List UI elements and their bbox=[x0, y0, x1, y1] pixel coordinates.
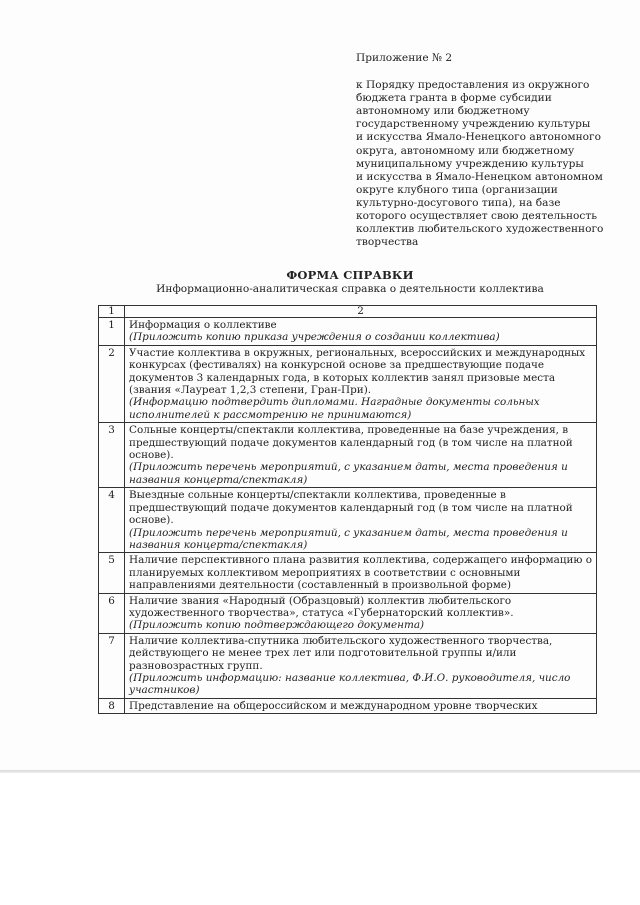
row-text-line: Наличие перспективного плана развития коллектива, содержащего информацию о bbox=[129, 554, 592, 567]
appendix-line: муниципальному учреждению культуры bbox=[356, 157, 584, 170]
table-header-row bbox=[99, 306, 597, 318]
row-content bbox=[125, 318, 597, 346]
appendix-line: автономному или бюджетному bbox=[356, 105, 530, 118]
info-table bbox=[98, 305, 597, 714]
form-title: ФОРМА СПРАВКИ bbox=[286, 268, 414, 282]
row-number: 1 bbox=[99, 318, 125, 346]
row-text-line: планируемых коллективом мероприятиях в соответствии с основными bbox=[129, 566, 521, 579]
appendix-line: государственному учреждению культуры bbox=[356, 118, 591, 131]
table-row bbox=[99, 553, 597, 593]
row-note-line: названия концерта/спектакля) bbox=[129, 538, 308, 551]
appendix-line: бюджета гранта в форме субсидии bbox=[356, 92, 552, 105]
row-text-line: основе). bbox=[129, 514, 174, 527]
row-number: 7 bbox=[99, 633, 125, 698]
appendix-line: округе клубного типа (организации bbox=[356, 183, 558, 196]
row-note-line: названия концерта/спектакля) bbox=[129, 473, 308, 486]
row-text-line: Представление на общероссийском и международном уровне творческих bbox=[129, 699, 538, 712]
table-row bbox=[99, 698, 597, 713]
appendix-line: и искусства в Ямало-Ненецком автономном bbox=[356, 170, 603, 183]
table-row bbox=[99, 488, 597, 553]
row-text-line: Выездные сольные концерты/спектакли коллектива, проведенные в bbox=[129, 489, 506, 502]
page-bottom-edge bbox=[0, 770, 640, 773]
row-note-line: (Приложить перечень мероприятий, с указанием даты, места проведения и bbox=[129, 461, 568, 474]
row-text-line: Участие коллектива в окружных, региональных, всероссийских и международных bbox=[129, 346, 586, 359]
row-number: 3 bbox=[99, 423, 125, 488]
row-text-line: разновозрастных групп. bbox=[129, 659, 263, 672]
appendix-header bbox=[356, 52, 606, 249]
appendix-line: и искусства Ямало-Ненецкого автономного bbox=[356, 131, 601, 144]
table-row bbox=[99, 318, 597, 346]
row-text-line: Наличие звания «Народный (Образцовый) коллектив любительского bbox=[129, 594, 512, 607]
row-text-line: Сольные концерты/спектакли коллектива, проведенные на базе учреждения, в bbox=[129, 424, 569, 437]
row-note-line: (Приложить информацию: название коллектива, Ф.И.О. руководителя, число bbox=[129, 671, 571, 684]
table-row bbox=[99, 593, 597, 633]
row-note-line: (Приложить копию подтверждающего документа) bbox=[129, 619, 425, 632]
row-content bbox=[125, 698, 597, 713]
form-subtitle: Информационно-аналитическая справка о деятельности коллектива bbox=[156, 283, 544, 295]
row-content bbox=[125, 488, 597, 553]
row-text-line: предшествующий подаче документов календарный год (в том числе на платной bbox=[129, 436, 573, 449]
row-text-line: Наличие коллектива-спутника любительского художественного творчества, bbox=[129, 634, 553, 647]
row-number: 4 bbox=[99, 488, 125, 553]
row-text-line: художественного творчества», статуса «Губернаторский коллектив». bbox=[129, 606, 514, 619]
row-note-line: (Приложить копию приказа учреждения о создании коллектива) bbox=[129, 331, 500, 344]
row-text-line: действующего не менее трех лет или подготовительной группы и/или bbox=[129, 647, 517, 660]
row-content bbox=[125, 553, 597, 593]
row-note-line: (Информацию подтвердить дипломами. Наградные документы сольных bbox=[129, 396, 540, 409]
row-content bbox=[125, 633, 597, 698]
header-col-2: 2 bbox=[125, 306, 597, 318]
row-note-line: участников) bbox=[129, 684, 200, 697]
appendix-line: творчества bbox=[356, 236, 419, 249]
appendix-line: округа, автономному или бюджетному bbox=[356, 144, 575, 157]
row-text-line: Информация о коллективе bbox=[129, 319, 277, 331]
row-content bbox=[125, 423, 597, 488]
row-number: 2 bbox=[99, 345, 125, 422]
row-text-line: документов 3 календарных года, в которых коллектив занял призовые места bbox=[129, 371, 556, 384]
row-text-line: основе). bbox=[129, 449, 174, 462]
appendix-line: коллектив любительского художественного bbox=[356, 223, 604, 236]
row-number: 6 bbox=[99, 593, 125, 633]
table-row bbox=[99, 423, 597, 488]
appendix-line: которого осуществляет свою деятельность bbox=[356, 210, 597, 223]
row-text-line: конкурсах (фестивалях) на конкурсной основе за предшествующие подаче bbox=[129, 359, 545, 372]
appendix-line: культурно-досугового типа), на базе bbox=[356, 196, 561, 209]
header-col-1: 1 bbox=[99, 306, 125, 318]
row-note-line: (Приложить перечень мероприятий, с указанием даты, места проведения и bbox=[129, 526, 568, 539]
table-row bbox=[99, 345, 597, 422]
appendix-number: Приложение № 2 bbox=[356, 52, 453, 64]
row-number: 8 bbox=[99, 698, 125, 713]
appendix-line: к Порядку предоставления из окружного bbox=[356, 79, 590, 92]
row-note-line: исполнителей к рассмотрению не принимаются) bbox=[129, 408, 412, 421]
row-content bbox=[125, 345, 597, 422]
appendix-description bbox=[356, 79, 606, 249]
row-number: 5 bbox=[99, 553, 125, 593]
row-text-line: направлениями деятельности (составленный в произвольной форме) bbox=[129, 579, 512, 592]
row-text-line: (звания «Лауреат 1,2,3 степени, Гран-При). bbox=[129, 384, 372, 397]
row-text-line: предшествующий подаче документов календарный год (в том числе на платной bbox=[129, 501, 573, 514]
table-row bbox=[99, 633, 597, 698]
row-content bbox=[125, 593, 597, 633]
